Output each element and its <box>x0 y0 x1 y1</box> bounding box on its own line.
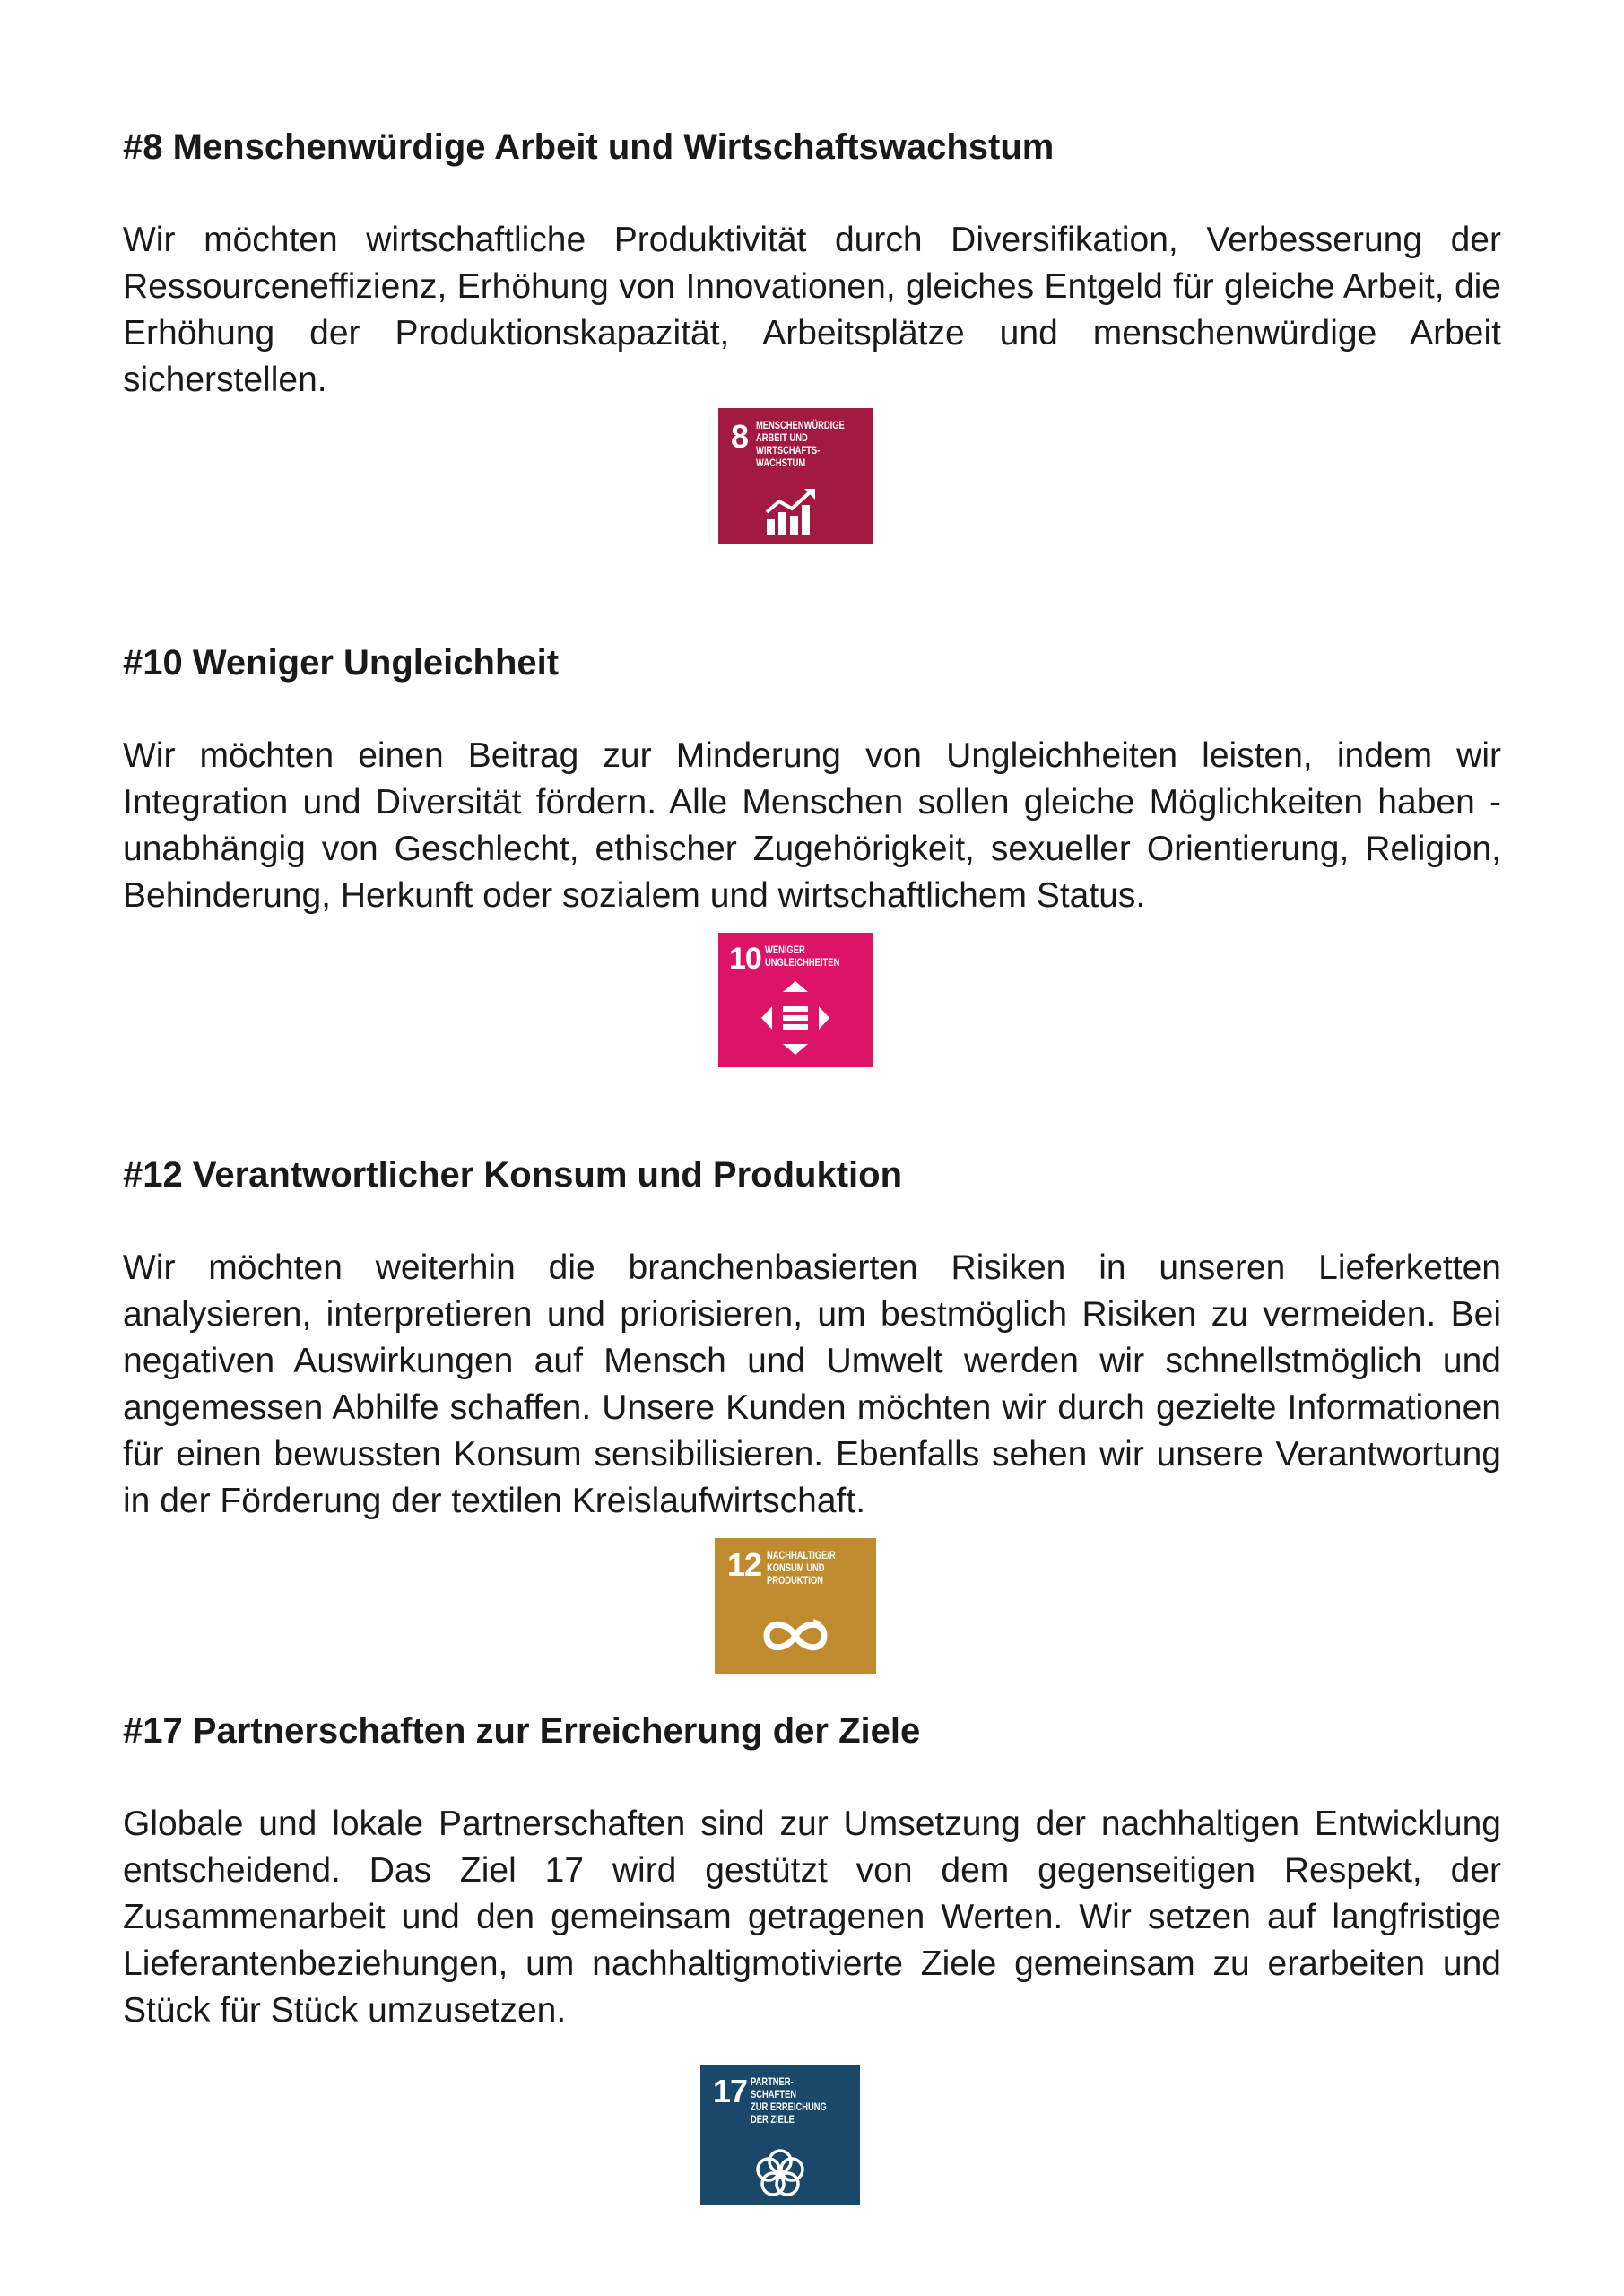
sdg-8-tile <box>718 408 873 544</box>
section-body-8: Wir möchten wirtschaftliche Produktivität durch Diversifikation, Verbesserung der Ressourceneffizienz, Erhöhung von Innovationen, gleiches Entgeld für gleiche Arbeit, die Erhöhung der Produktionskapazität, Arbeitsplätze und menschenwürdige Arbeit sicherstellen. <box>123 221 1501 399</box>
sdg-10-tile <box>718 933 873 1067</box>
sdg-17-tile <box>700 2065 860 2205</box>
growth-chart-icon <box>765 487 819 535</box>
section-heading-17: #17 Partnerschaften zur Erreicherung der Ziele <box>123 1711 921 1751</box>
section-heading-10: #10 Weniger Ungleichheit <box>123 643 560 683</box>
sdg-10-label: WENIGER UNGLEICHHEITEN <box>765 944 840 969</box>
flower-rings-icon <box>753 2147 807 2201</box>
section-heading-12: #12 Verantwortlicher Konsum und Produktion <box>123 1155 903 1195</box>
infinity-icon <box>760 1613 831 1658</box>
sdg-12-label: NACHHALTIGE/R KONSUM UND PRODUKTION <box>767 1549 836 1587</box>
sdg-12-number: 12 <box>727 1546 762 1583</box>
sdg-8-number: 8 <box>731 418 749 455</box>
sdg-17-number: 17 <box>713 2073 748 2109</box>
sdg-10-number: 10 <box>729 942 761 976</box>
equality-arrows-icon <box>760 979 831 1057</box>
sdg-12-tile <box>715 1538 876 1674</box>
sdg-8-label: MENSCHENWÜRDIGE ARBEIT UND WIRTSCHAFTS- WACHSTUM <box>756 419 845 469</box>
section-body-12: Wir möchten weiterhin die branchenbasierten Risiken in unseren Lieferketten analysieren, interpretieren und priorisieren, um bestmöglich Risiken zu vermeiden. Bei negativen Auswirkungen auf Mensch und Umwelt werden wir schnellstmöglich und angemessen Abhilfe schaffen. Unsere Kunden möchten wir durch gezielte Informationen für einen bewussten Konsum sensibilisieren. Ebenfalls sehen wir unsere Verantwortung in der Förderung der textilen Kreislaufwirtschaft. <box>123 1248 1501 1520</box>
section-body-17: Globale und lokale Partnerschaften sind zur Umsetzung der nachhaltigen Entwicklung entscheidend. Das Ziel 17 wird gestützt von dem gegenseitigen Respekt, der Zusammenarbeit und den gemeinsam getragenen Werten. Wir setzen auf langfristige Lieferantenbeziehungen, um nachhaltigmotivierte Ziele gemeinsam zu erarbeiten und Stück für Stück umzusetzen. <box>123 1805 1501 2030</box>
sdg-17-label: PARTNER- SCHAFTEN ZUR ERREICHUNG DER ZIELE <box>751 2075 827 2126</box>
section-heading-8: #8 Menschenwürdige Arbeit und Wirtschaftswachstum <box>123 127 1055 167</box>
section-body-10: Wir möchten einen Beitrag zur Minderung von Ungleichheiten leisten, indem wir Integration und Diversität fördern. Alle Menschen sollen gleiche Möglichkeiten haben - unabhängig von Geschlecht, ethischer Zugehörigkeit, sexueller Orientierung, Religion, Behinderung, Herkunft oder sozialem und wirtschaftlichem Status. <box>123 736 1501 915</box>
